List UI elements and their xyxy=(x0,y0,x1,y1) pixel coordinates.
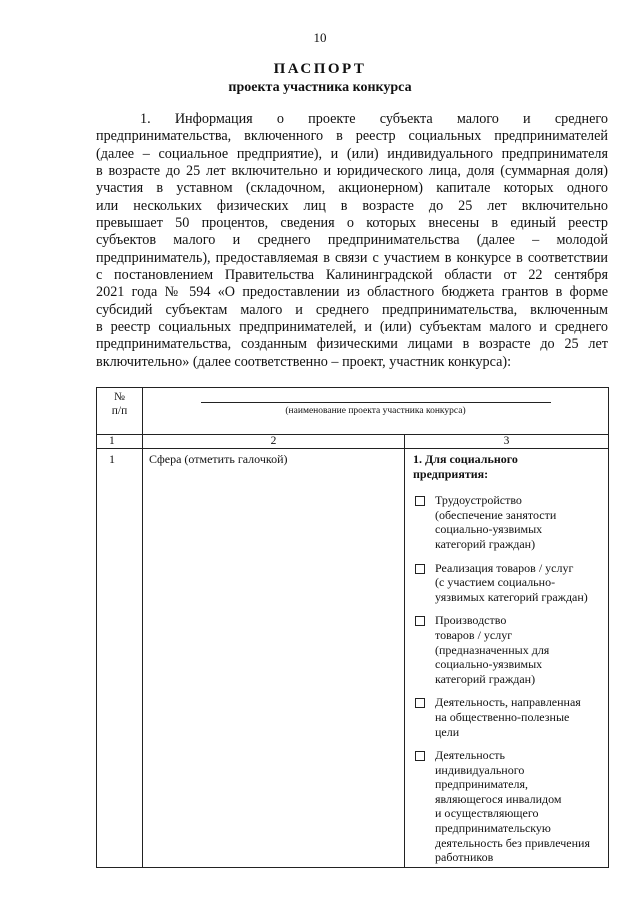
intro-line: включительно» (далее соответственно – проект, участник конкурса): xyxy=(96,353,512,370)
sphere-options-cell xyxy=(405,449,609,868)
checkbox-icon[interactable] xyxy=(415,564,425,574)
table-row xyxy=(97,449,609,868)
project-name-caption: (наименование проекта участника конкурса) xyxy=(285,406,466,416)
sphere-option-label: Деятельность, направленная на общественно-полезные цели xyxy=(435,695,581,739)
intro-line: в реестр социальных предпринимателей, и (или) субъектам малого и среднего xyxy=(96,319,608,336)
intro-line: 1. Информация о проекте субъекта малого и среднего xyxy=(140,111,608,127)
sphere-option[interactable] xyxy=(413,561,608,605)
column-number: 3 xyxy=(405,435,609,449)
intro-line: или нескольких физических лиц в возрасте до 25 лет включительно xyxy=(96,197,608,214)
sphere-option-label: Деятельность индивидуального предпринимателя, являющегося инвалидом и осуществляющего предпринимательскую деятельность без привлечения работников xyxy=(435,748,590,865)
checkbox-icon[interactable] xyxy=(415,496,425,506)
document-title: ПАСПОРТ xyxy=(273,61,367,77)
sphere-option[interactable] xyxy=(413,695,608,739)
checkbox-icon[interactable] xyxy=(415,698,425,708)
row-label: Сфера (отметить галочкой) xyxy=(143,449,405,868)
sphere-option-label: Трудоустройство (обеспечение занятости социально-уязвимых категорий граждан) xyxy=(435,493,557,551)
intro-line: участия в уставном (складочном, акционерном) капитале которых одного xyxy=(96,180,608,197)
sphere-option-label: Производство товаров / услуг (предназначенных для социально-уязвимых категорий граждан) xyxy=(435,613,550,686)
sphere-option[interactable] xyxy=(413,613,608,686)
row-number-header xyxy=(97,388,143,435)
sphere-option[interactable] xyxy=(413,748,608,865)
row-number-header-label: № п/п xyxy=(111,391,128,417)
column-number: 1 xyxy=(97,435,143,449)
intro-line: предпринимательства, созданным физическими лицами в возрасте до 25 лет xyxy=(96,336,608,353)
passport-table xyxy=(96,387,609,868)
sphere-option-label: Реализация товаров / услуг (с участием социально- уязвимых категорий граждан) xyxy=(435,560,588,604)
group-heading: 1. Для социального предприятия: xyxy=(413,452,518,481)
checkbox-icon[interactable] xyxy=(415,616,425,626)
column-number: 2 xyxy=(143,435,405,449)
intro-line: в возрасте до 25 лет включительно и юридического лица, доля (суммарная доля) xyxy=(96,163,608,180)
project-name-cell[interactable] xyxy=(143,388,609,435)
intro-line: (далее – социальное предприятие), и (или) индивидуального предпринимателя xyxy=(96,145,608,162)
intro-line: субсидий субъектам малого и среднего предпринимательства, включенным xyxy=(96,301,608,318)
checkbox-icon[interactable] xyxy=(415,751,425,761)
row-number: 1 xyxy=(97,449,143,868)
intro-line: 2021 года № 594 «О предоставлении из областного бюджета грантов в форме xyxy=(96,284,608,301)
document-subtitle: проекта участника конкурса xyxy=(228,80,412,95)
intro-line: субъектов малого и среднего предпринимательства (далее – молодой xyxy=(96,232,608,249)
intro-line: предпринимательства, включенного в реестр социальных предпринимателей xyxy=(96,128,608,145)
column-number-row xyxy=(97,435,609,449)
sphere-option[interactable] xyxy=(413,493,608,551)
table-header-row xyxy=(97,388,609,435)
project-name-blank-line xyxy=(201,402,551,403)
intro-paragraph xyxy=(96,111,608,371)
intro-line: превышает 50 процентов, сведения о которых внесены в единый реестр xyxy=(96,215,608,232)
intro-line: с постановлением Правительства Калининградской области от 22 сентября xyxy=(96,267,608,284)
page-number: 10 xyxy=(313,30,327,45)
intro-line: предприниматель), предоставляемая в связи с участием в конкурсе в соответствии xyxy=(96,249,608,266)
